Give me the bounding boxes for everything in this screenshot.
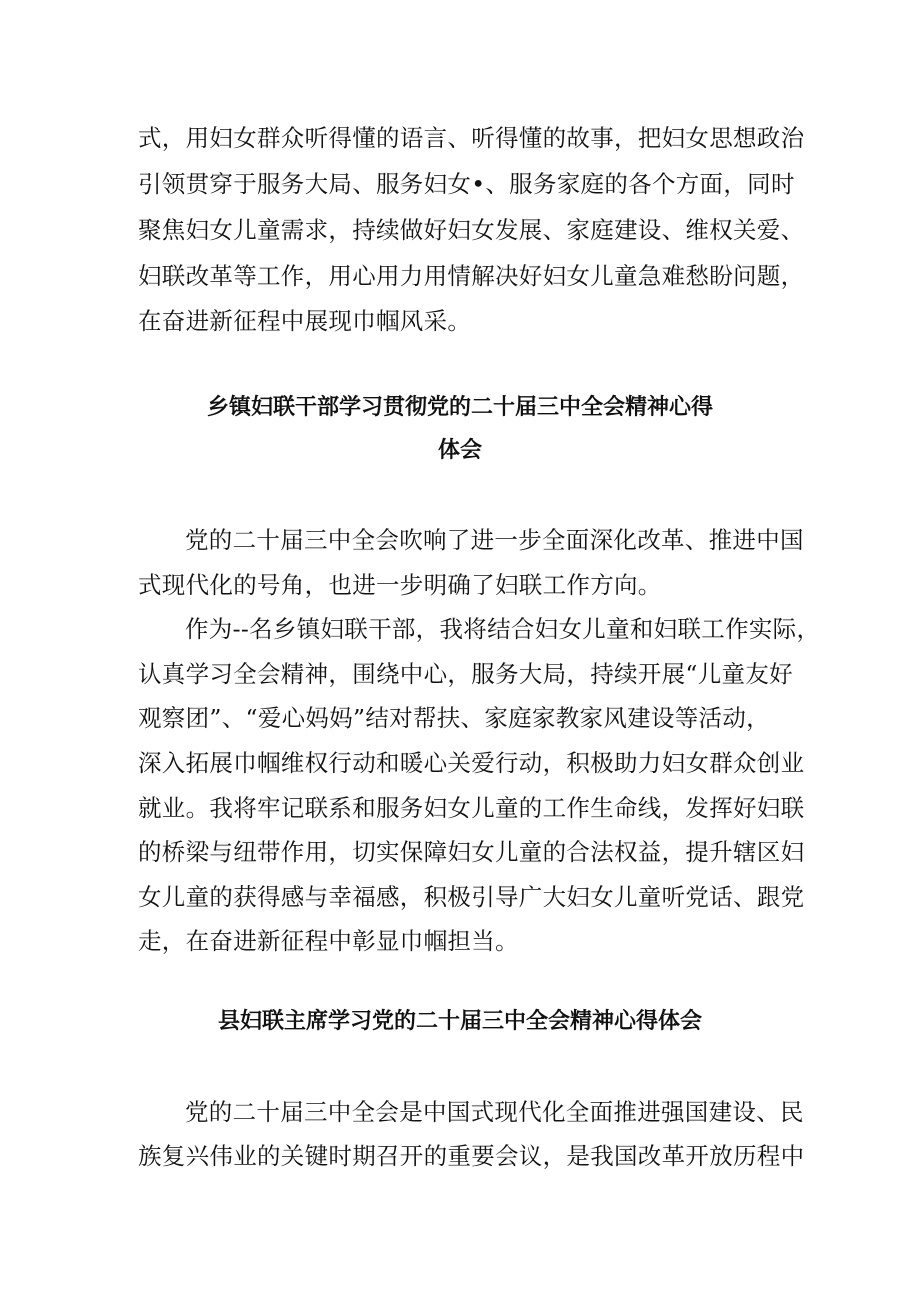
- paragraph-line: 妇联改革等工作，用心用力用情解决好妇女儿童急难愁盼问题，: [138, 262, 805, 290]
- paragraph-line: 引领贯穿于服务大局、服务妇女•、服务家庭的各个方面，同时: [138, 170, 795, 198]
- paragraph-line: 式，用妇女群众听得懂的语言、听得懂的故事，把妇女思想政治: [138, 124, 805, 152]
- paragraph-line: 就业。我将牢记联系和服务妇女儿童的工作生命线，发挥好妇联: [138, 794, 805, 822]
- section-title-line-1: 乡镇妇联干部学习贯彻党的二十届三中全会精神心得: [206, 395, 713, 420]
- paragraph-line: 走，在奋进新征程中彰显巾帼担当。: [138, 927, 519, 955]
- section-title: 县妇联主席学习党的二十届三中全会精神心得体会: [217, 1009, 702, 1034]
- paragraph-line: 党的二十届三中全会吹响了进一步全面深化改革、推进中国: [185, 526, 804, 554]
- paragraph-line: 认真学习全会精神，围绕中心，服务大局，持续开展“儿童友好: [138, 660, 793, 688]
- paragraph-line: 观察团”、“爱心妈妈”结对帮扶、家庭家教家风建设等活动，: [138, 704, 770, 732]
- paragraph-line: 的桥梁与纽带作用，切实保障妇女儿童的合法权益，提升辖区妇: [138, 838, 805, 866]
- paragraph-line: 深入拓展巾帼维权行动和暖心关爱行动，积极助力妇女群众创业: [138, 749, 805, 777]
- paragraph-line: 聚焦妇女儿童需求，持续做好妇女发展、家庭建设、维权关爱、: [138, 216, 805, 244]
- section-title-line-2: 体会: [437, 438, 482, 463]
- paragraph-line: 女儿童的获得感与幸福感，积极引导广大妇女儿童听党话、跟党: [138, 883, 805, 911]
- paragraph-line: 作为--名乡镇妇联干部，我将结合妇女儿童和妇联工作实际，: [185, 615, 821, 643]
- paragraph-line: 党的二十届三中全会是中国式现代化全面推进强国建设、民: [185, 1098, 804, 1126]
- paragraph-line: 族复兴伟业的关键时期召开的重要会议，是我国改革开放历程中: [138, 1142, 805, 1170]
- paragraph-line: 在奋进新征程中展现巾帼风采。: [138, 307, 472, 335]
- paragraph-line: 式现代化的号角，也进一步明确了妇联工作方向。: [138, 571, 662, 599]
